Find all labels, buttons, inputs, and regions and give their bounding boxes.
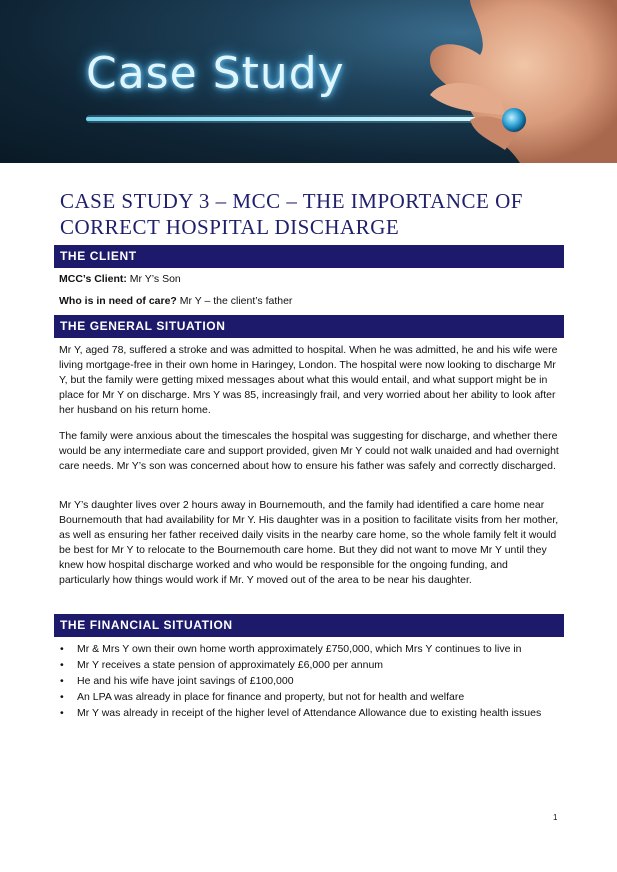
section-heading-general: THE GENERAL SITUATION [54, 315, 564, 338]
list-item: • Mr Y receives a state pension of approximately £6,000 per annum [60, 659, 384, 671]
bullet-icon: • [60, 707, 64, 719]
bullet-icon: • [60, 675, 64, 687]
financial-bullet-list [59, 642, 559, 722]
document-title [60, 188, 580, 240]
page-number: 1 [553, 813, 558, 822]
general-paragraph-3: Mr Y’s daughter lives over 2 hours away in Bournemouth, and the family had identified a care home near Bournemouth that had availability for Mr Y. His daughter was in a position to facilitate visits from her mother, as well as ensuring her father received daily visits in the nearby care home, so the whole family felt it would be best for Mr Y to relocate to the Bournemouth care home. But they did not want to move Mr Y until they knew how hospital discharge worked and who would be responsible for the ongoing funding, and particularly how things would work if Mr. Y moved out of the area to be near his daughter. [59, 499, 559, 586]
care-needed-label: Who is in need of care? [59, 295, 177, 307]
bullet-icon: • [60, 659, 64, 671]
list-item: • Mr Y was already in receipt of the higher level of Attendance Allowance due to existing health issues [60, 707, 542, 719]
list-item: • An LPA was already in place for finance and property, but not for health and welfare [60, 691, 465, 703]
document-title-line-2: CORRECT HOSPITAL DISCHARGE [60, 215, 400, 239]
document-title-line-1: CASE STUDY 3 – MCC – THE IMPORTANCE OF [60, 189, 523, 213]
list-item: • He and his wife have joint savings of £100,000 [60, 675, 294, 687]
mcc-client-value: Mr Y’s Son [129, 273, 181, 285]
section-heading-client: THE CLIENT [54, 245, 564, 268]
mcc-client-line [59, 273, 181, 285]
general-paragraph-2: The family were anxious about the timescales the hospital was suggesting for discharge, and whether there would be any intermediate care and support provided, given Mr Y could not walk unaided and had overnight care needs. Mr Y’s son was concerned about how to ensure his father was safely and correctly discharged. [59, 430, 559, 472]
mcc-client-label: MCC’s Client: [59, 273, 127, 285]
header-banner [0, 0, 617, 163]
bullet-icon: • [60, 643, 64, 655]
banner-title: Case Study [86, 48, 345, 99]
bullet-icon: • [60, 691, 64, 703]
care-needed-value: Mr Y – the client’s father [179, 295, 293, 307]
general-paragraph-1: Mr Y, aged 78, suffered a stroke and was admitted to hospital. When he was admitted, he and his wife were living mortgage-free in their own home in Haringey, London. The hospital were now looking to discharge Mr Y, but the family were getting mixed messages about what this would entail, and what support might be in place for Mr Y on discharge. Mrs Y was 85, increasingly frail, and very worried about her ability to look after her husband on his return home. [59, 344, 558, 416]
care-needed-line [59, 295, 292, 307]
section-heading-financial: THE FINANCIAL SITUATION [54, 614, 564, 637]
list-item: • Mr & Mrs Y own their own home worth approximately £750,000, which Mrs Y continues to live in [60, 643, 522, 655]
